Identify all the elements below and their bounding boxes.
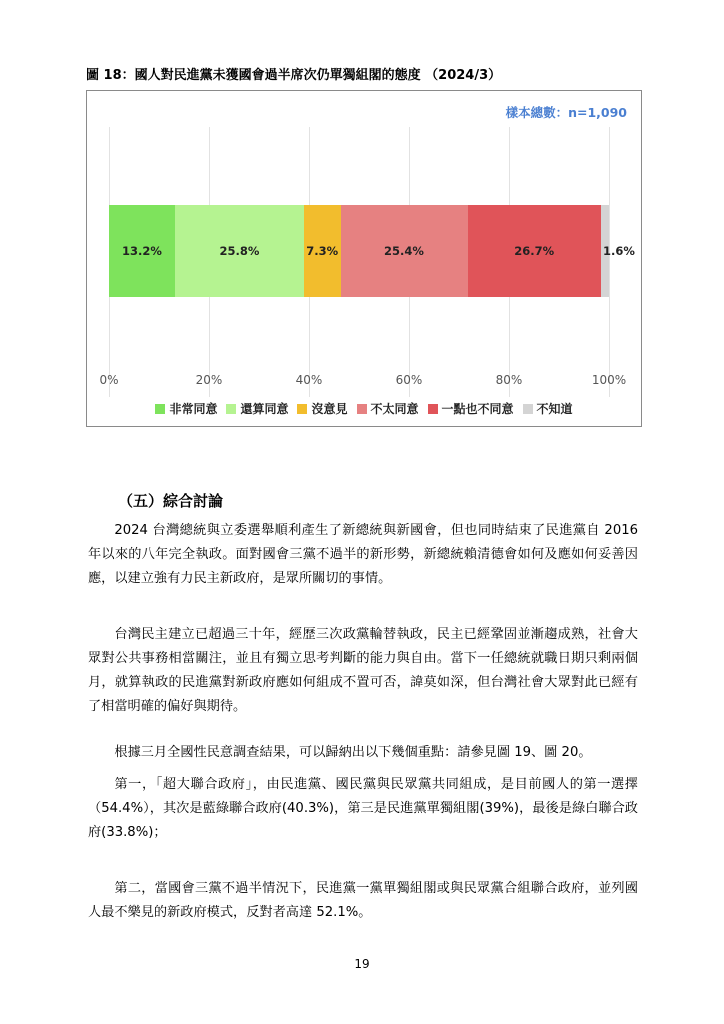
section-heading: （五）綜合討論 [118,492,224,510]
bar-segment [304,205,341,297]
legend-item [226,400,288,417]
legend-swatch [297,404,307,414]
legend-label: 還算同意 [240,402,289,416]
stacked-bar [109,205,635,297]
stacked-bar-chart [86,90,642,427]
legend-swatch [226,404,236,414]
paragraph-1: 2024 台灣總統與立委選舉順利產生了新總統與新國會，但也同時結束了民進黨自 2016 年以來的八年完全執政。面對國會三黨不過半的新形勢，新總統賴清德會如何及應如何妥善因應，以建立強有力民主新政府，是眾所關切的事情。 [88,523,638,586]
page-number: 19 [354,957,370,971]
x-tick-label: 80% [495,373,523,387]
bar-segment [175,205,304,297]
legend-swatch [155,404,165,414]
data-label: 7.3% [306,244,339,258]
data-label: 25.4% [384,244,424,258]
x-tick-label: 0% [99,373,119,387]
legend-swatch [428,404,438,414]
x-tick-label: 100% [591,373,627,387]
legend-item [155,400,217,417]
legend-label: 沒意見 [311,402,348,416]
legend-swatch [523,404,533,414]
bar-segment [109,205,175,297]
legend-swatch [357,404,367,414]
legend-label: 不知道 [536,402,573,416]
x-tick-label: 40% [295,373,323,387]
bar-segment [601,205,635,297]
chart-legend [87,400,641,417]
paragraph-4: 第一，「超大聯合政府」，由民進黨、國民黨與民眾黨共同組成，是目前國人的第一選擇（54.4%），其次是藍綠聯合政府(40.3%)，第三是民進黨單獨組閣(39%)，最後是綠白聯合政府(33.8%)； [88,777,638,840]
figure-title: 圖 18：國人對民進黨未獲國會過半席次仍單獨組閣的態度 （2024/3） [86,68,502,83]
data-label: 13.2% [122,244,162,258]
bar-segment [341,205,468,297]
paragraph-2: 台灣民主建立已超過三十年，經歷三次政黨輪替執政，民主已經鞏固並漸趨成熟，社會大眾對公共事務相當關注，並且有獨立思考判斷的能力與自由。當下一任總統就職日期只剩兩個月，就算執政的民進黨對新政府應如何組成不置可否，諱莫如深，但台灣社會大眾對此已經有了相當明確的偏好與期待。 [88,627,638,714]
legend-label: 非常同意 [169,402,218,416]
data-label: 25.8% [219,244,260,258]
legend-item [357,400,419,417]
legend-label: 不太同意 [370,402,419,416]
legend-label: 一點也不同意 [441,402,514,416]
legend-item [523,400,573,417]
legend-item [428,400,514,417]
x-tick-label: 60% [395,373,423,387]
paragraph-3: 根據三月全國性民意調查結果，可以歸納出以下幾個重點：請參見圖 19、圖 20。 [114,745,592,760]
x-tick-label: 20% [195,373,223,387]
bar-segment [468,205,602,297]
data-label: 26.7% [514,244,555,258]
gridline [609,127,610,397]
sample-size-note: 樣本總數：n=1,090 [505,105,627,120]
legend-item [297,400,347,417]
paragraph-5: 第二，當國會三黨不過半情況下，民進黨一黨單獨組閣或與民眾黨合組聯合政府，並列國人最不樂見的新政府模式，反對者高達 52.1%。 [88,881,638,920]
data-label: 1.6% [603,244,635,258]
